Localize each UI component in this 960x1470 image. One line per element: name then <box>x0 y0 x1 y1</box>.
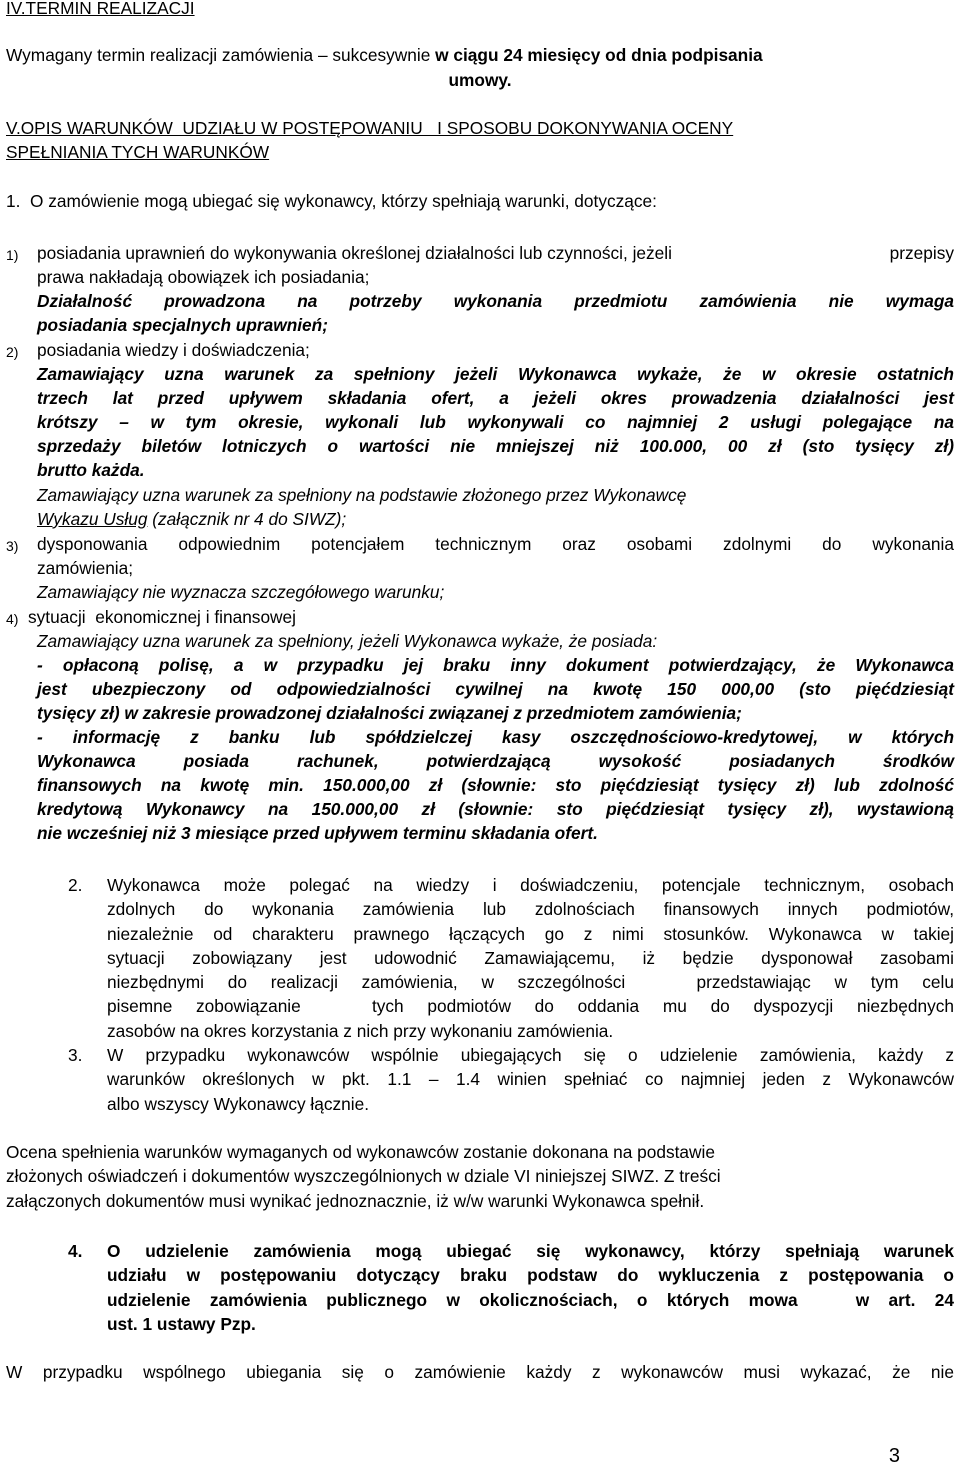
point-3-number: 3. <box>68 1045 83 1065</box>
assessment-paragraph <box>6 1140 954 1213</box>
item-2-note7a: Wykazu Usług <box>37 509 148 529</box>
section-iv-text <box>6 43 954 67</box>
item-3-line2: zamówienia; <box>37 558 134 578</box>
section-iv-heading: IV.TERMIN REALIZACJI <box>6 0 195 18</box>
point-3-line: warunków określonych w pkt. 1.1 – 1.4 winien spełniać co najmniej jeden z Wykonawców <box>107 1069 954 1090</box>
point-4-line: udzielenie zamówienia publicznego w okolicznościach, o których mowa w art. 24 <box>107 1289 954 1310</box>
item-1-line1-right: przepisy <box>889 243 954 263</box>
point-4-line: ust. 1 ustawy Pzp. <box>107 1313 256 1334</box>
item-2-note6: Zamawiający uzna warunek za spełniony na podstawie złożonego przez Wykonawcę <box>37 485 687 505</box>
item-4-b1-3: tysięcy zł) w zakresie prowadzonej działalności związanej z przedmiotem zamówienia; <box>37 703 742 723</box>
point-2-line: Wykonawca może polegać na wiedzy i doświadczeniu, potencjale technicznym, osobach <box>107 875 954 895</box>
item-2-note1: Zamawiający uzna warunek za spełniony jeżeli Wykonawca wykaże, że w okresie ostatnich <box>37 364 954 384</box>
item-4-b2-5: nie wcześniej niż 3 miesiące przed upływem terminu składania ofert. <box>37 823 598 843</box>
point-2-line: zdolnych do wykonania zamówienia lub zdolnościach finansowych innych podmiotów, <box>107 899 954 920</box>
item-2-note4: sprzedaży biletów lotniczych o wartości nie mniejszej niż 100.000, 00 zł (sto tysięcy zł) <box>37 436 954 456</box>
item-1-line1-left: posiadania uprawnień do wykonywania określonej działalności lub czynności, jeżeli <box>37 243 672 263</box>
item-2-note3: krótszy – w tym okresie, wykonali lub wykonywali co najmniej 2 usługi polegające na <box>37 412 954 432</box>
point-2-line: niezależnie od charakteru prawnego łączących go z nimi stosunków. Wykonawca w takiej <box>107 923 954 944</box>
point-4-number: 4. <box>68 1241 83 1261</box>
item-2-note2: trzech lat przed upływem składania ofert, a jeżeli okres prowadzenia działalności jest <box>37 388 954 408</box>
item-2-line1: posiadania wiedzy i doświadczenia; <box>37 340 310 360</box>
point-2-text <box>107 873 954 1043</box>
item-4-b2-1: - informację z banku lub spółdzielczej kasy oszczędnościowo-kredytowej, w których <box>37 727 954 747</box>
item-2-number: 2) <box>6 344 19 360</box>
item-4-note1: Zamawiający uzna warunek za spełniony, jeżeli Wykonawca wykaże, że posiada: <box>37 631 658 651</box>
page-number: 3 <box>888 1444 900 1467</box>
item-2-note5: brutto każda. <box>37 460 145 480</box>
point-2-line: pisemne zobowiązanie tych podmiotów do oddania mu do dyspozycji niezbędnych <box>107 996 954 1017</box>
last-line: W przypadku wspólnego ubiegania się o zamówienie każdy z wykonawców musi wykazać, że nie <box>6 1362 954 1382</box>
item-2-note7 <box>37 507 954 531</box>
section-iv-text-b: w ciągu 24 miesięcy od dnia podpisania <box>435 45 763 65</box>
point-4-text <box>107 1239 954 1336</box>
section-v-heading-line2: SPEŁNIANIA TYCH WARUNKÓW <box>6 142 270 162</box>
item-4-line1: sytuacji ekonomicznej i finansowej <box>28 607 296 627</box>
item-1-line1 <box>37 241 954 265</box>
point-2-line: zasobów na okres korzystania z nich przy wykonaniu zamówienia. <box>107 1020 614 1041</box>
point-2-line: niezbędnymi do realizacji zamówienia, w szczególności przedstawiając w tym celu <box>107 972 954 993</box>
item-1-note1: Działalność prowadzona na potrzeby wykonania przedmiotu zamówienia nie wymaga <box>37 291 954 311</box>
item-1-line2: prawa nakładają obowiązek ich posiadania; <box>37 267 370 287</box>
item-4-number: 4) <box>6 611 19 627</box>
assessment-line: złożonych oświadczeń i dokumentów wyszczególnionych w dziale VI niniejszej SIWZ. Z treści <box>6 1166 721 1187</box>
point-3-line: W przypadku wykonawców wspólnie ubiegających się o udzielenie zamówienia, każdy z <box>107 1045 954 1065</box>
item-3-note1: Zamawiający nie wyznacza szczegółowego warunku; <box>37 582 445 602</box>
item-3-line1: dysponowania odpowiednim potencjałem technicznym oraz osobami zdolnymi do wykonania <box>37 534 954 554</box>
item-4-b2-2: Wykonawca posiada rachunek, potwierdzającą wysokość posiadanych środków <box>37 751 954 771</box>
point-2-line: sytuacji zobowiązany jest udowodnić Zamawiającemu, iż będzie dysponował zasobami <box>107 947 954 968</box>
item-1-note2: posiadania specjalnych uprawnień; <box>37 315 328 335</box>
point-4-line: O udzielenie zamówienia mogą ubiegać się wykonawcy, którzy spełniają warunek <box>107 1241 954 1261</box>
item-3-number: 3) <box>6 538 19 554</box>
point-2-number: 2. <box>68 875 83 895</box>
assessment-line: załączonych dokumentów musi wynikać jednoznacznie, iż w/w warunki Wykonawca spełnił. <box>6 1190 705 1211</box>
item-1-number: 1) <box>6 247 19 263</box>
item-4-b1-2: jest ubezpieczony od odpowiedzialności cywilnej na kwotę 150 000,00 (sto pięćdziesiąt <box>37 679 954 699</box>
section-iv-text-c: umowy. <box>448 70 512 90</box>
point-3-text <box>107 1043 954 1116</box>
section-v-heading-line1: V.OPIS WARUNKÓW UDZIAŁU W POSTĘPOWANIU I SPOSOBU DOKONYWANIA OCENY <box>6 118 734 138</box>
point-3-line: albo wszyscy Wykonawcy łącznie. <box>107 1093 370 1114</box>
point-1: 1. O zamówienie mogą ubiegać się wykonawcy, którzy spełniają warunki, dotyczące: <box>6 191 657 211</box>
item-4-b2-3: finansowych na kwotę min. 150.000,00 zł (słownie: sto pięćdziesiąt tysięcy zł) lub zdolność <box>37 775 954 795</box>
item-4-b1-1: - opłaconą polisę, a w przypadku jej braku inny dokument potwierdzający, że Wykonawca <box>37 655 954 675</box>
point-4-line: udziału w postępowaniu dotyczący braku podstaw do wykluczenia z postępowania o <box>107 1265 954 1286</box>
item-2-note7b: (załącznik nr 4 do SIWZ); <box>147 509 347 529</box>
assessment-line: Ocena spełnienia warunków wymaganych od wykonawców zostanie dokonana na podstawie <box>6 1142 715 1162</box>
item-4-b2-4: kredytową Wykonawcy na 150.000,00 zł (słownie: sto pięćdziesiąt tysięcy zł), wystawioną <box>37 799 954 819</box>
section-iv-text-a: Wymagany termin realizacji zamówienia – sukcesywnie <box>6 45 436 65</box>
